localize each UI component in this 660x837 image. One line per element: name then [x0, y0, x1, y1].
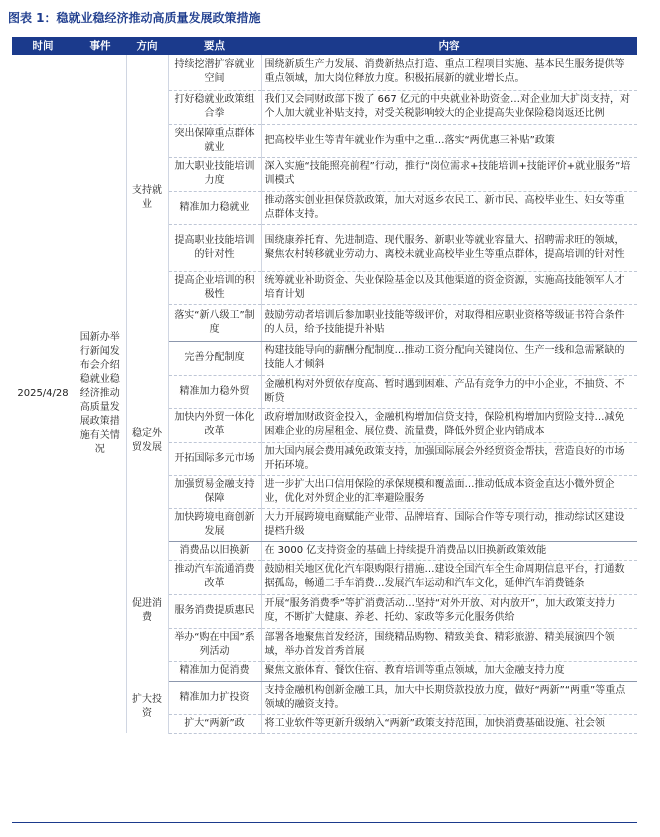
direction-cell: 支持就业: [126, 55, 168, 341]
point-cell: 持续挖潜扩容就业空间: [168, 55, 261, 90]
point-cell: 推动汽车流通消费改革: [168, 560, 261, 594]
point-cell: 精准加力扩投资: [168, 681, 261, 714]
content-cell: 把高校毕业生等青年就业作为重中之重…落实“两优惠三补贴”政策: [261, 124, 637, 157]
time-cell: 2025/4/28: [17, 388, 69, 399]
point-cell: 精准加力促消费: [168, 661, 261, 681]
content-cell: 围绕新质生产力发展、消费新热点打造、重点工程项目实施、基本民生服务提供等重点领域，加大岗位释放力度。积极拓展新的就业增长点。: [261, 55, 637, 90]
point-cell: 加快跨境电商创新发展: [168, 508, 261, 541]
content-cell: 将工业软件等更新升级纳入“两新”政策支持范围，加快消费基础设施、社会领: [261, 714, 637, 733]
content-cell: 深入实施“技能照亮前程”行动，推行“岗位需求+技能培训+技能评价+就业服务”培训模式: [261, 157, 637, 191]
point-cell: 打好稳就业政策组合拳: [168, 90, 261, 124]
content-cell: 金融机构对外贸依存度高、暂时遇到困难、产品有竞争力的中小企业，不抽贷、不断贷: [261, 375, 637, 408]
bottom-rule: [12, 822, 637, 823]
content-cell: 部署各地聚焦首发经济，围绕精品购物、精致美食、精彩旅游、精美展演四个领域，举办首发首秀首展: [261, 628, 637, 661]
content-cell: 构建技能导向的薪酬分配制度…推动工资分配向关键岗位、生产一线和急需紧缺的技能人才倾斜: [261, 341, 637, 375]
point-cell: 开拓国际多元市场: [168, 442, 261, 475]
event-cell: 国新办举行新闻发布会介绍稳就业稳经济推动高质量发展政策措施有关情况: [79, 332, 120, 455]
content-cell: 大力开展跨境电商赋能产业带、品牌培育、国际合作等专项行动，推动综试区建设提档升级: [261, 508, 637, 541]
point-cell: 提高企业培训的积极性: [168, 271, 261, 304]
content-cell: 开展“服务消费季”等扩消费活动…坚持“对外开放、对内放开”，加大政策支持力度，不断扩大健康、养老、托幼、家政等多元化服务供给: [261, 594, 637, 628]
table-row: [12, 55, 637, 90]
point-cell: 加强贸易金融支持保障: [168, 475, 261, 508]
direction-cell: 稳定外贸发展: [126, 341, 168, 541]
point-cell: 举办“购在中国”系列活动: [168, 628, 261, 661]
policy-table: [12, 37, 637, 734]
point-cell: 精准加力稳就业: [168, 191, 261, 224]
point-cell: 精准加力稳外贸: [168, 375, 261, 408]
point-cell: 服务消费提质惠民: [168, 594, 261, 628]
point-cell: 完善分配制度: [168, 341, 261, 375]
content-cell: 在 3000 亿支持资金的基础上持续提升消费品以旧换新政策效能: [261, 541, 637, 560]
content-cell: 围绕康养托育、先进制造、现代服务、新职业等就业容量大、招聘需求旺的领域，聚焦农村转移就业劳动力、离校未就业高校毕业生等重点群体，提高培训的针对性: [261, 224, 637, 271]
chart-title: 图表 1：稳就业稳经济推动高质量发展政策措施: [8, 11, 261, 25]
header-direction: 方向: [126, 37, 168, 55]
point-cell: 突出保障重点群体就业: [168, 124, 261, 157]
table-body: [12, 55, 637, 733]
point-cell: 加快内外贸一体化改革: [168, 408, 261, 442]
direction-cell: 扩大投资: [126, 681, 168, 733]
policy-table-container: [12, 37, 637, 734]
point-cell: 加大职业技能培训力度: [168, 157, 261, 191]
point-cell: 扩大“两新”政: [168, 714, 261, 733]
content-cell: 政府增加财政资金投入，金融机构增加信贷支持，保险机构增加内贸险支持…减免困难企业的房屋租金、展位费、流量费，降低外贸企业内销成本: [261, 408, 637, 442]
content-cell: 推动落实创业担保贷款政策，加大对返乡农民工、新市民、高校毕业生、妇女等重点群体支持。: [261, 191, 637, 224]
point-cell: 落实“新八级工”制度: [168, 304, 261, 341]
direction-cell: 促进消费: [126, 541, 168, 681]
content-cell: 加大国内展会费用减免政策支持，加强国际展会外经贸资金帮扶，营造良好的市场开拓环境。: [261, 442, 637, 475]
header-row: [12, 37, 637, 55]
content-cell: 鼓励相关地区优化汽车限购限行措施…建设全国汽车全生命周期信息平台，打通数据孤岛，畅通二手车消费…发展汽车运动和汽车文化，延伸汽车消费链条: [261, 560, 637, 594]
header-time: 时间: [12, 37, 74, 55]
header-event: 事件: [74, 37, 126, 55]
content-cell: 鼓励劳动者培训后参加职业技能等级评价，对取得相应职业资格等级证书符合条件的人员，给予技能提升补贴: [261, 304, 637, 341]
point-cell: 消费品以旧换新: [168, 541, 261, 560]
content-cell: 支持金融机构创新金融工具，加大中长期贷款投放力度，做好“两新”“两重”等重点领域的融资支持。: [261, 681, 637, 714]
header-content: 内容: [261, 37, 637, 55]
content-cell: 进一步扩大出口信用保险的承保规模和覆盖面…推动低成本资金直达小微外贸企业，优化对外贸企业的汇率避险服务: [261, 475, 637, 508]
header-point: 要点: [168, 37, 261, 55]
content-cell: 我们又会同财政部下拨了 667 亿元的中央就业补助资金…对企业加大扩岗支持，对个人加大就业补贴支持，对受关税影响较大的企业提高失业保险稳岗返还比例: [261, 90, 637, 124]
content-cell: 统筹就业补助资金、失业保险基金以及其他渠道的资金资源，实施高技能领军人才培育计划: [261, 271, 637, 304]
point-cell: 提高职业技能培训的针对性: [168, 224, 261, 271]
content-cell: 聚焦文旅体育、餐饮住宿、教育培训等重点领域，加大金融支持力度: [261, 661, 637, 681]
